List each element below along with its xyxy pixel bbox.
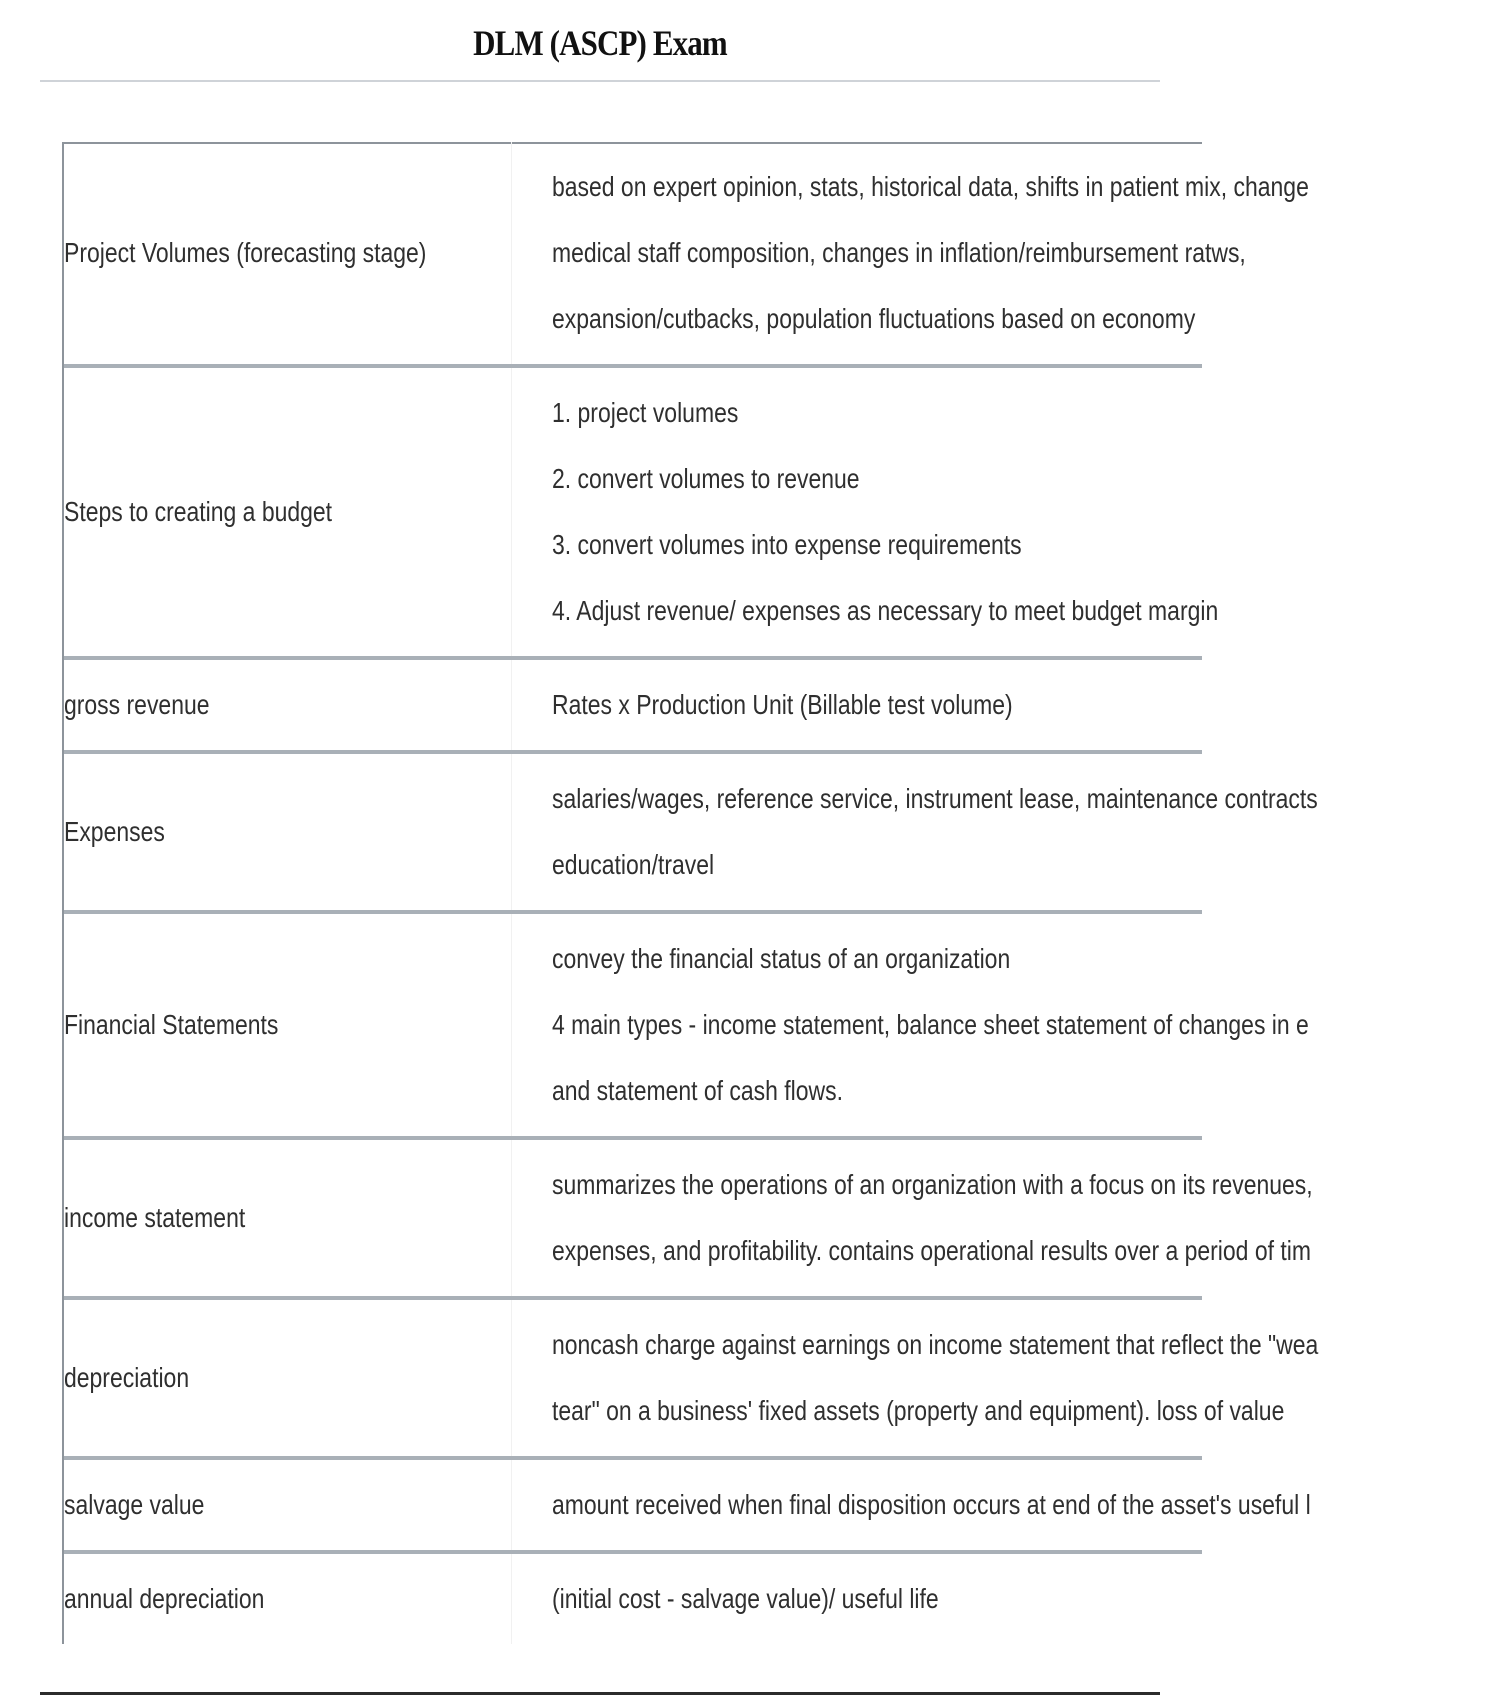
definition-cell bbox=[512, 1460, 1477, 1550]
definition-text: tear" on a business' fixed assets (property and equipment). loss of value bbox=[552, 1395, 1285, 1426]
definition-text: 4 main types - income statement, balance sheet statement of changes in e bbox=[552, 1009, 1309, 1040]
definition-text: education/travel bbox=[552, 849, 715, 880]
definition-text: summarizes the operations of an organization with a focus on its revenues, bbox=[552, 1169, 1313, 1200]
definition-text: based on expert opinion, stats, historical data, shifts in patient mix, change bbox=[552, 171, 1309, 202]
term-cell bbox=[64, 1460, 512, 1550]
definition-line bbox=[552, 672, 1202, 738]
definition-cell bbox=[512, 142, 1475, 364]
table-row bbox=[64, 1140, 1313, 1300]
definition-text: salaries/wages, reference service, instrument lease, maintenance contracts bbox=[552, 783, 1318, 814]
term-cell bbox=[64, 1554, 512, 1644]
definition-line bbox=[552, 832, 1486, 898]
definition-line bbox=[552, 578, 1364, 644]
definition-text: (initial cost - salvage value)/ useful life bbox=[552, 1583, 939, 1614]
definition-line bbox=[552, 154, 1475, 220]
table-row bbox=[64, 754, 1318, 914]
term-cell bbox=[64, 142, 512, 364]
title-divider bbox=[40, 80, 1160, 82]
definition-cell bbox=[512, 1300, 1487, 1456]
definition-line bbox=[552, 992, 1475, 1058]
definition-text: 3. convert volumes into expense requirements bbox=[552, 529, 1022, 560]
term-text: annual depreciation bbox=[64, 1583, 265, 1614]
definition-text: 2. convert volumes to revenue bbox=[552, 463, 860, 494]
table-row bbox=[64, 142, 1309, 368]
definition-line bbox=[552, 1312, 1487, 1378]
definition-cell bbox=[512, 368, 1364, 656]
definition-text: 1. project volumes bbox=[552, 397, 739, 428]
definition-cell bbox=[512, 660, 1202, 750]
definition-text: medical staff composition, changes in inflation/reimbursement ratws, bbox=[552, 237, 1246, 268]
definition-text: expansion/cutbacks, population fluctuations based on economy bbox=[552, 303, 1196, 334]
term-text: Expenses bbox=[64, 816, 165, 847]
definition-line bbox=[552, 1378, 1487, 1444]
term-text: Project Volumes (forecasting stage) bbox=[64, 237, 427, 268]
term-text: depreciation bbox=[64, 1362, 190, 1393]
definition-line bbox=[552, 286, 1475, 352]
table-row bbox=[64, 914, 1309, 1140]
definition-text: and statement of cash flows. bbox=[552, 1075, 843, 1106]
table-row bbox=[64, 660, 1202, 754]
page-title: DLM (ASCP) Exam bbox=[473, 23, 727, 63]
definition-line bbox=[552, 1472, 1477, 1538]
definition-line bbox=[552, 766, 1486, 832]
definition-line bbox=[552, 926, 1475, 992]
definition-line bbox=[552, 1058, 1475, 1124]
definition-line bbox=[552, 1152, 1480, 1218]
definition-line bbox=[552, 1566, 1202, 1632]
definition-cell bbox=[512, 1140, 1480, 1296]
table-row bbox=[64, 1554, 1202, 1644]
term-cell bbox=[64, 914, 512, 1136]
table-row bbox=[64, 368, 1219, 660]
term-cell bbox=[64, 660, 512, 750]
term-text: Steps to creating a budget bbox=[64, 496, 333, 527]
definition-text: Rates x Production Unit (Billable test volume) bbox=[552, 689, 1013, 720]
definition-line bbox=[552, 1218, 1480, 1284]
term-text: gross revenue bbox=[64, 689, 210, 720]
term-cell bbox=[64, 368, 512, 656]
footer-divider bbox=[40, 1692, 1160, 1695]
definition-text: expenses, and profitability. contains operational results over a period of tim bbox=[552, 1235, 1311, 1266]
definition-line bbox=[552, 380, 1364, 446]
definition-text: convey the financial status of an organization bbox=[552, 943, 1011, 974]
definition-cell bbox=[512, 914, 1475, 1136]
table-row bbox=[64, 1460, 1311, 1554]
term-cell bbox=[64, 754, 512, 910]
flashcard-table bbox=[62, 142, 1319, 1644]
definition-line bbox=[552, 446, 1364, 512]
definition-text: noncash charge against earnings on income statement that reflect the "wea bbox=[552, 1329, 1319, 1360]
table-row bbox=[64, 1300, 1319, 1460]
definition-cell bbox=[512, 754, 1486, 910]
term-text: salvage value bbox=[64, 1489, 205, 1520]
term-cell bbox=[64, 1300, 512, 1456]
definition-line bbox=[552, 220, 1475, 286]
term-cell bbox=[64, 1140, 512, 1296]
definition-text: amount received when final disposition occurs at end of the asset's useful l bbox=[552, 1489, 1311, 1520]
definition-cell bbox=[512, 1554, 1202, 1644]
term-text: income statement bbox=[64, 1202, 246, 1233]
definition-text: 4. Adjust revenue/ expenses as necessary to meet budget margin bbox=[552, 595, 1219, 626]
definition-line bbox=[552, 512, 1364, 578]
term-text: Financial Statements bbox=[64, 1009, 279, 1040]
